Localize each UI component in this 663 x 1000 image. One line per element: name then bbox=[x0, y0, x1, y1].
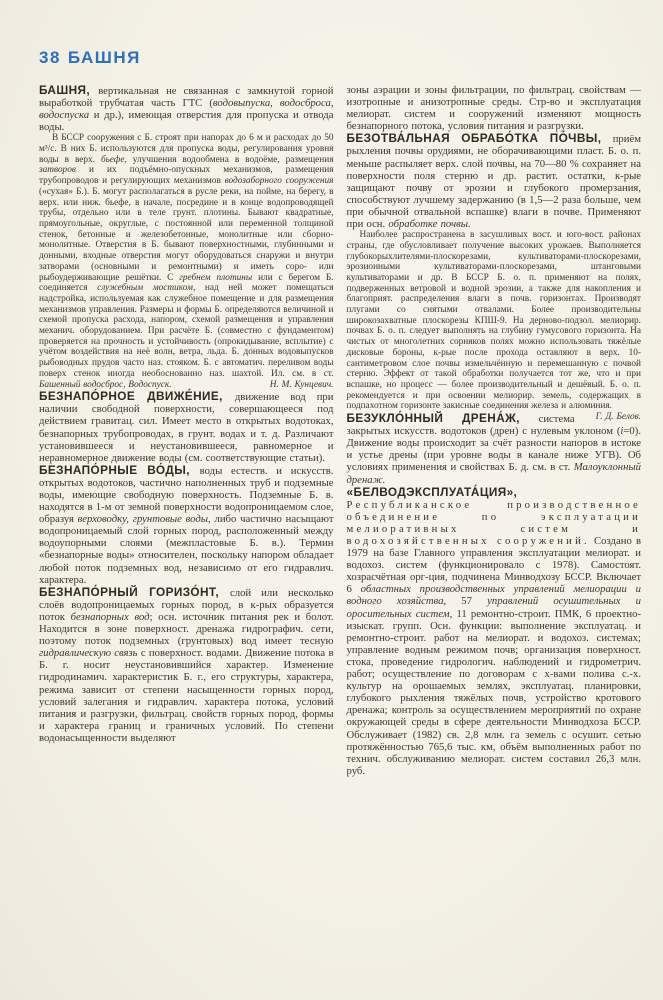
entry-bezotvalnaya-obrabotka-details: Наиболее распространена в засушливых вост. и юго-вост. районах страны, где обусловливает получение высоких урожаев. Выполняется глубокорыхлителями-плоскорезами, культиваторами-плоскорезами, эрозионными культиваторами-плоскорезами, штанговыми культиваторами и др. В БССР Б. о. п. применяют на полях, подверженных ветровой и водной эрозии, а также для накопления и благоприят. распределения влаги в почв. горизонтах. Производят плугами со снятыми отвалами. Более производительны широкозахватные плоскорезы КПШ-9. На дерново-подзол. мелиорир. почвах Б. о. п. следует выполнять на глубину гумусового горизонта. На чистых от многолетних сорняков полях можно использовать тяжёлые дисковые бороны, к-рые после прохода оставляют в верх. 10-сантиметровом слое почвы измельчённую и перемешанную с почвой стерню. Эффект от такой обработки получается тот же, что и при вспашке, но процесс — более производительный и дешёвый. Б. о. п. рекомендуется и при освоении мелиорир. земель, содержащих в подпахотном горизонте закисные соединения железа и алюминия. Г. Д. Белов. bbox=[346, 230, 641, 423]
entry-beznaporny-gorizont: БЕЗНАПО́РНЫЙ ГОРИЗО́НТ, слой или несколько слоёв водопроницаемых горных пород, в к-рых образуется поток безнапорных вод; осн. источник питания рек и болот. Находится в зоне поверхност. дренажа гидрографич. сети, поэтому поток подземных (грунтовых) вод имеет тесную гидравлическую связь с поверхност. водами. Движение потока в Б. г. носит неустановившийся характер. Изменение гидродинамич. характеристик Б. г., его структуры, характера, режима зависит от степени насыщенности горных пород, условий залегания и гидравлич. характера потока, условий питания и разгрузки, фильтрац. свойств горных пород, формы и характера границ и граничных условий. По степени водонасыщенности выделяют bbox=[39, 584, 334, 744]
entry-bezuklonny-drenazh: БЕЗУКЛО́ННЫЙ ДРЕНА́Ж, система закрытых искусств. водотоков (дрен) с нулевым уклоном (i=0). Движение воды происходит за счёт разности напоров в истоке и устье дрены (при уровне воды в канале ниже УГВ). Об условиях применения и свойствах Б. д. см. в ст. Малоуклонный дренаж. bbox=[346, 411, 641, 486]
entry-beznapornoe-dvizhenie: БЕЗНАПО́РНОЕ ДВИЖЕ́НИЕ, движение вод при наличии свободной поверхности, совершающееся под действием гравитац. сил. Имеет место в открытых водотоках, безнапорных трубопроводах, в грунт. водах и т. д. Различают установившееся и неустановившееся, равномерное и неравномерное движение воды (см. соответствующие статьи). bbox=[39, 389, 334, 464]
entry-bashnya-lead: БАШНЯ, вертикальная не связанная с замкнутой горной выработкой трубчатая часть ГТС (водовыпуска, водосброса, водоспуска и др.), имеющая отверстия для пропуска и отвода воды. bbox=[39, 83, 334, 134]
entry-bezotvalnaya-obrabotka-lead: БЕЗОТВА́ЛЬНАЯ ОБРАБО́ТКА ПО́ЧВЫ, приём рыхления почвы орудиями, не оборачивающими пласт. Б. о. п. меньше распыляет верх. слой почвы, на 70—80 % сохраняет на поверхности поля стерню и др. растит. остатки, к-рые защищают почву от эрозии и глубокого промерзания, способствуют лучшему задержанию (в 1,5—2 раза больше, чем при обычной отвальной вспашке) влаги в почве. Применяют при осн. обработке почвы. bbox=[346, 131, 641, 231]
entry-beznapornye-vody: БЕЗНАПО́РНЫЕ ВО́ДЫ, воды естеств. и искусств. открытых водотоков, частично наполненных труб и подземные воды, имеющие свободную поверхность. Подземные Б. в. находятся в 1-м от земной поверхности водопроницаемом слое, образуя верховодку, грунтовые воды, либо частично насыщают водопроницаемый слой горных пород, расположенный между водоупорными слоями (межпластовые Б. в.). Термин «безнапорные воды» относителен, поскольку напором обладает любой поток подземных вод, независимо от его гидравлич. характера. bbox=[39, 462, 334, 586]
right-column bbox=[347, 84, 642, 777]
running-head bbox=[39, 48, 141, 68]
page-number: 38 bbox=[39, 48, 61, 67]
entry-belvodekspluatatsiya: «БЕЛВОДЭКСПЛУАТА́ЦИЯ», Республиканское производственное объединение по эксплуатации мелиоративных систем и водохозяйственных сооружений. Создано в 1979 на базе Главного управления эксплуатации мелиорат. и водохоз. систем (функционировало с 1978). Самостоят. хозрасчётная орг-ция, подчинена Минводхозу БССР. Включает 6 областных производственных управлений мелиорации и водного хозяйства, 57 управлений осушительных и оросительных систем, 11 ремонтно-строит. ПМК, 6 проектно-изыскат. групп. Осн. функции: выполнение эксплуатац. и ремонтно-строит. работ на мелиорат. и водохоз. системах; управление водным режимом почв; организация поверхност. стока, проведение гидрологич. наблюдений и гидрометрич. работ; осуществление по договорам с х-вами полива с.-х. культур на орошаемых землях, эксплуатац. планировки, глубокого рыхления тяжёлых почв, устройство кротового дренажа; контроль за осуществлением мероприятий по охране окружающей среды в сфере деятельности Минводхоза БССР. Обслуживает (1982) св. 2,8 млн. га земель с осушит. сетью протяжённостью 765,6 тыс. км, объём выполненных работ по технич. обслуживанию мелиорат. систем составил 26,3 млн. руб. bbox=[346, 484, 642, 777]
entry-bashnya-details: В БССР сооружения с Б. строят при напорах до 6 м и расходах до 50 м³/с. В них Б. используются для пропуска воды, регулирования уровня воды в верх. бьефе, улучшения водообмена в водоёме, размещения затворов и их подъёмно-опускных механизмов, размещения трубопроводов и регулирующих механизмов водозаборного сооружения («сухая» Б.). Б. могут располагаться в русле реки, на пойме, на берегу, в верх. или ниж. бьефе, в начале, посредине и в конце водопроводящей трубы, отдельно или в теле грунт. плотины. Бывают квадратные, прямоугольные, округлые, с постоянной или переменной толщиной стенок, бетонные и железобетонные, монолитные или сборно-монолитные. Отверстия в Б. бывают поверхностными, глубинными и донными, входные отверстия могут оборудоваться снаружи и внутри затворами (основными и ремонтными) и иметь соро- или рыбоудерживающие решётки. С гребнем плотины или с берегом Б. соединяется служебным мостиком, над ней может помещаться надстройка, используемая как служебное помещение и для размещения механизмов управления. Размеры и формы Б. определяются величиной и схемой пропуска расхода, напором, схемой размещения и управления механич. оборудованием. При расчёте Б. (совместно с фундаментом) проверяется на прочность и устойчивость (опрокидывание, всплытие) с учётом воздействия на неё волн, ветра, льда. Б. донных водовыпусков рыбоводных прудов часто наз. стояком. Б. с автоматич. переливом воды поверх стенок иногда необоснованно наз. шахтой. Ил. см. в ст. Башенный водосброс, Водоспуск. Н. М. Кунцевич. bbox=[39, 133, 334, 390]
entry-beznaporny-gorizont-continuation: зоны аэрации и зоны фильтрации, по фильтрац. свойствам — изотропные и анизотропные среды. Стр-во и эксплуатация мелиорат. систем и сооружений изменяют мощность безнапорного потока, условия питания и разгрузки. bbox=[346, 84, 641, 133]
text-columns bbox=[39, 84, 641, 777]
running-head-keyword: БАШНЯ bbox=[67, 48, 141, 67]
left-column bbox=[39, 84, 334, 777]
